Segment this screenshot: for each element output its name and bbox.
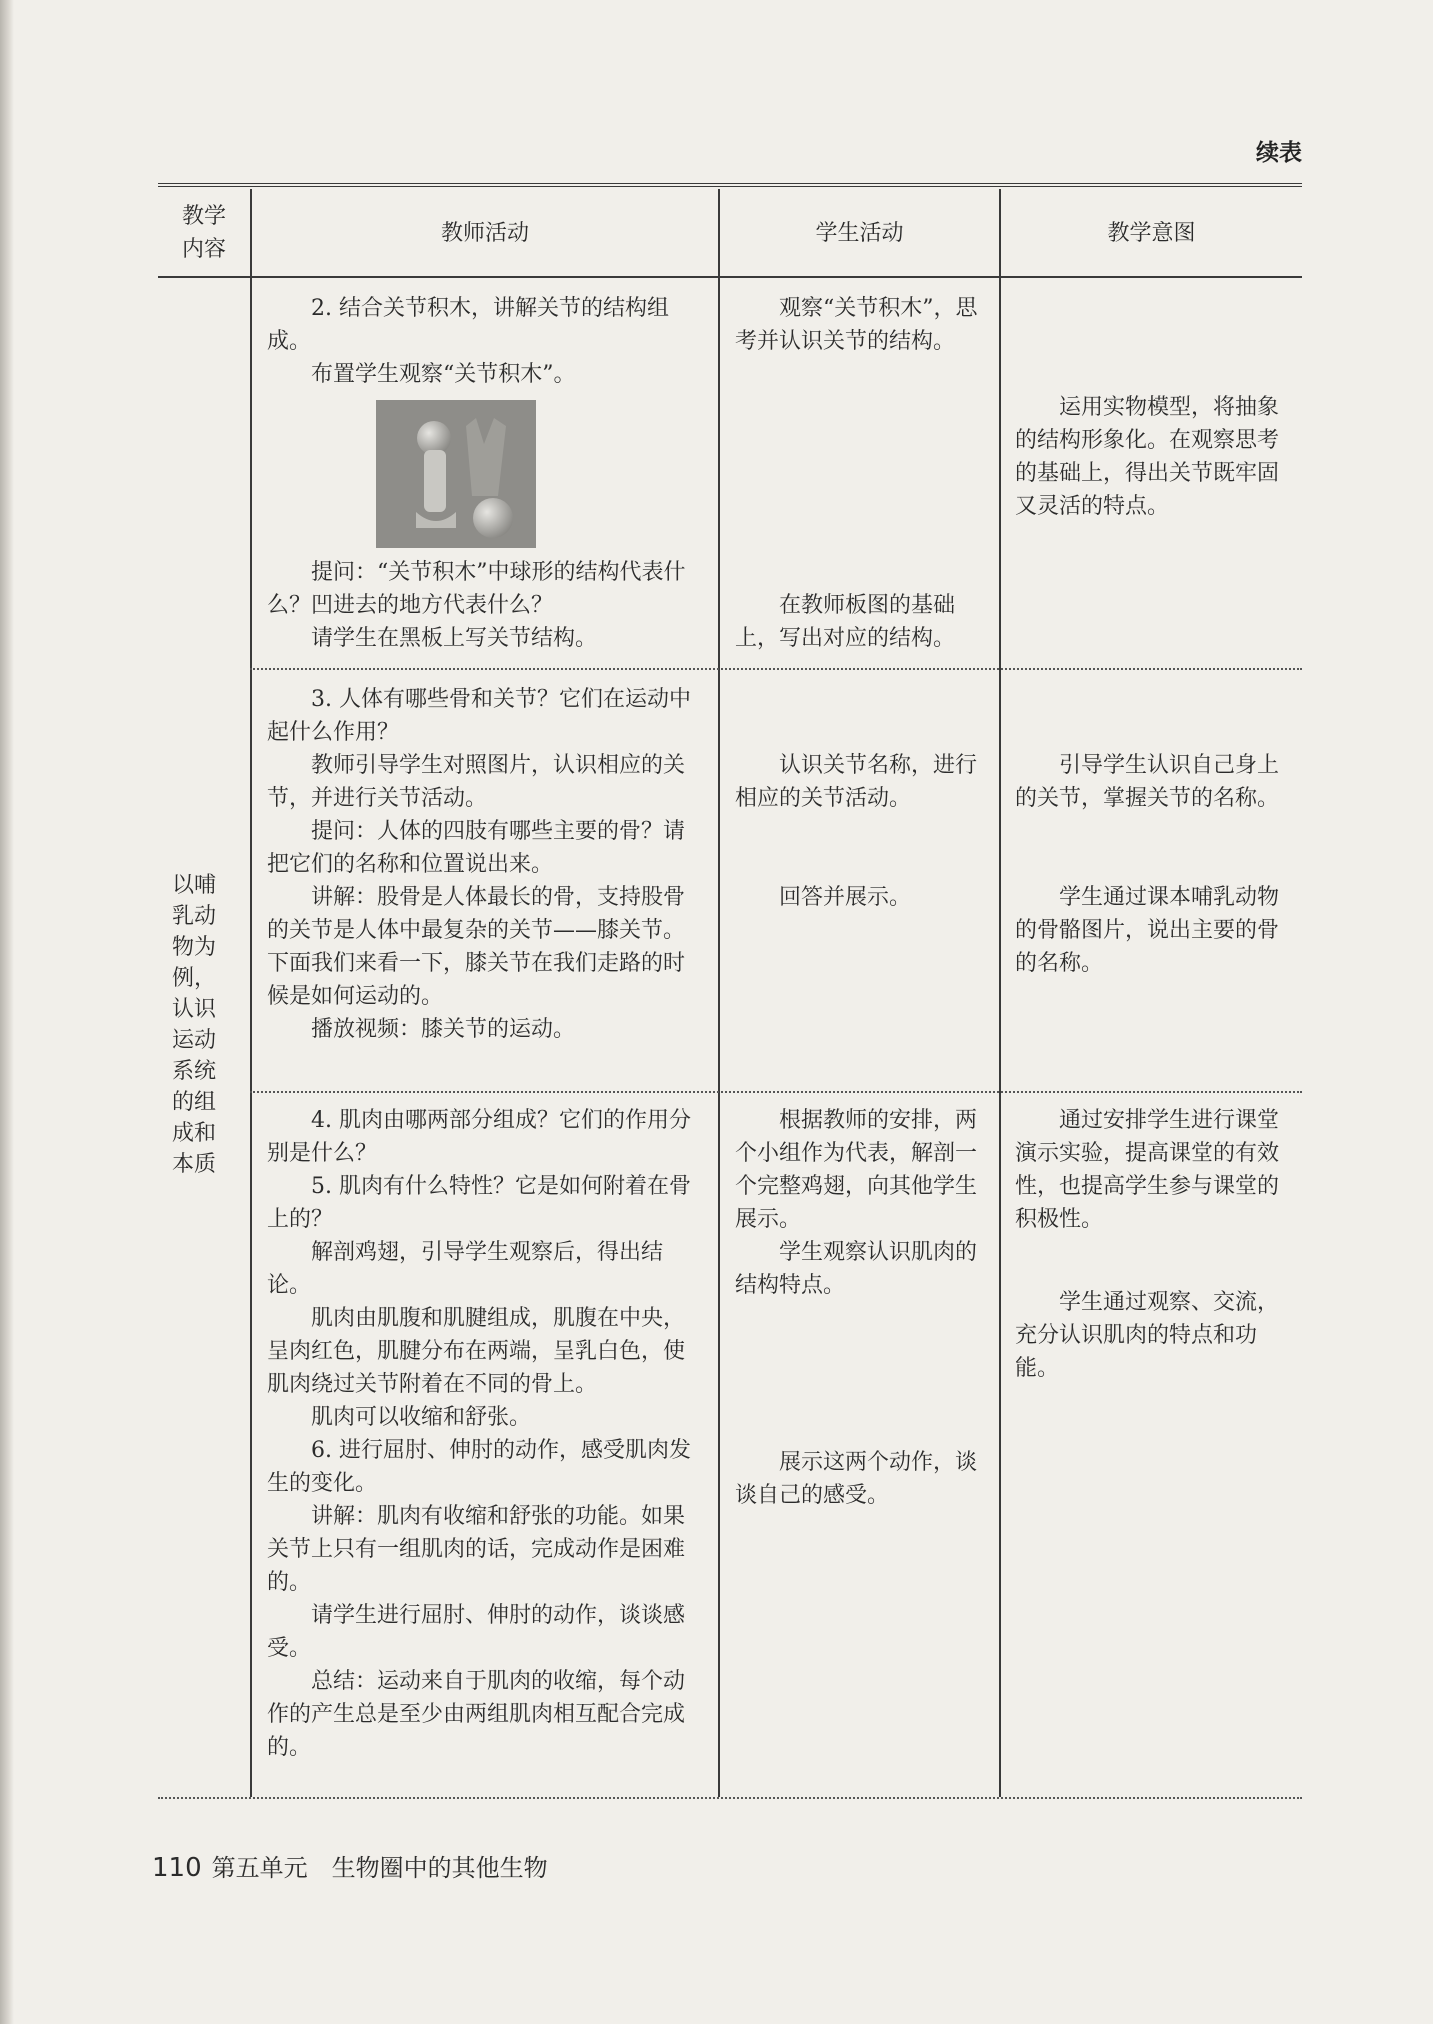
header-teaching-content: 教学 内容 [181, 204, 226, 262]
table-header-rule [158, 276, 1302, 278]
column-divider [718, 189, 720, 1797]
row-separator [250, 668, 1302, 670]
teacher-text: 教师引导学生对照图片，认识相应的关节，并进行关节活动。 [267, 753, 686, 811]
continued-label: 续表 [1256, 140, 1302, 166]
teacher-text: 请学生在黑板上写关节结构。 [311, 626, 598, 651]
teacher-text: 肌肉可以收缩和舒张。 [311, 1405, 532, 1430]
header-student-activity: 学生活动 [815, 220, 904, 246]
teacher-text: 播放视频：膝关节的运动。 [311, 1017, 576, 1042]
teaching-intent-cell [1015, 1104, 1287, 1236]
page-number: 110 [152, 1853, 202, 1883]
teacher-text: 请学生进行屈肘、伸肘的动作，谈谈感受。 [267, 1603, 686, 1661]
student-activity-cell [735, 881, 991, 914]
header-teaching-intent: 教学意图 [1107, 220, 1196, 246]
teacher-text: 肌肉由肌腹和肌腱组成，肌腹在中央，呈肉红色，肌腱分布在两端，呈乳白色，使肌肉绕过关节附着在不同的骨上。 [267, 1306, 686, 1397]
student-text: 学生观察认识肌肉的结构特点。 [735, 1240, 978, 1298]
header-teacher-activity: 教师活动 [440, 220, 529, 246]
teacher-activity-cell [267, 556, 704, 655]
student-text: 认识关节名称，进行相应的关节活动。 [735, 753, 978, 811]
teacher-summary: 总结：运动来自于肌肉的收缩，每个动作的产生总是至少由两组肌肉相互配合完成的。 [267, 1669, 686, 1760]
teacher-step-4: 4. 肌肉由哪两部分组成？它们的作用分别是什么？ [267, 1108, 691, 1166]
intent-text: 学生通过观察、交流，充分认识肌肉的特点和功能。 [1015, 1290, 1280, 1381]
teacher-activity-cell [267, 683, 704, 1046]
column-divider [999, 189, 1001, 1797]
student-activity-cell [735, 749, 991, 815]
page-edge-shadow [0, 0, 14, 2024]
unit-title: 生物圈中的其他生物 [331, 1854, 548, 1882]
student-text: 观察“关节积木”，思考并认识关节的结构。 [735, 296, 978, 354]
student-activity-cell [735, 1446, 991, 1512]
teacher-step-6: 6. 进行屈肘、伸肘的动作，感受肌肉发生的变化。 [267, 1438, 691, 1496]
student-text: 根据教师的安排，两个小组作为代表，解剖一个完整鸡翅，向其他学生展示。 [735, 1108, 978, 1232]
teaching-intent-cell [1015, 391, 1287, 523]
teacher-activity-cell [267, 1104, 704, 1764]
row-separator [250, 1091, 1302, 1093]
page-footer [152, 1848, 548, 1883]
teaching-intent-cell [1015, 881, 1287, 980]
student-activity-cell [735, 1104, 991, 1302]
teacher-text: 解剖鸡翅，引导学生观察后，得出结论。 [267, 1240, 664, 1298]
table-top-rule [158, 183, 1302, 187]
unit-label: 第五单元 [211, 1854, 308, 1882]
teacher-question: 提问：人体的四肢有哪些主要的骨？请把它们的名称和位置说出来。 [267, 819, 686, 877]
table-bottom-rule [158, 1797, 1302, 1799]
student-activity-cell [735, 292, 991, 358]
intent-text: 运用实物模型，将抽象的结构形象化。在观察思考的基础上，得出关节既牢固又灵活的特点。 [1015, 395, 1280, 519]
intent-text: 通过安排学生进行课堂演示实验，提高课堂的有效性，也提高学生参与课堂的积极性。 [1015, 1108, 1280, 1232]
teacher-activity-cell [267, 292, 704, 391]
teacher-text: 布置学生观察“关节积木”。 [311, 362, 576, 387]
intent-text: 学生通过课本哺乳动物的骨骼图片，说出主要的骨的名称。 [1015, 885, 1280, 976]
student-text: 在教师板图的基础上，写出对应的结构。 [735, 593, 956, 651]
teacher-question: 提问：“关节积木”中球形的结构代表什么？凹进去的地方代表什么？ [267, 560, 686, 618]
teaching-intent-cell [1015, 1286, 1287, 1385]
student-activity-cell [735, 589, 991, 655]
student-text: 回答并展示。 [779, 885, 912, 910]
teacher-step-5: 5. 肌肉有什么特性？它是如何附着在骨上的？ [267, 1174, 691, 1232]
teacher-step-2: 2. 结合关节积木，讲解关节的结构组成。 [267, 296, 669, 354]
teaching-intent-cell [1015, 749, 1287, 815]
student-text: 展示这两个动作，谈谈自己的感受。 [735, 1450, 978, 1508]
intent-text: 引导学生认识自己身上的关节，掌握关节的名称。 [1015, 753, 1280, 811]
teacher-step-3: 3. 人体有哪些骨和关节？它们在运动中起什么作用？ [267, 687, 691, 745]
topic-cell: 以哺乳动物为例，认识运动系统的组成和本质 [172, 873, 217, 1177]
joint-block-photo [376, 400, 536, 548]
teacher-explanation: 讲解：股骨是人体最长的骨，支持股骨的关节是人体中最复杂的关节——膝关节。下面我们来看一下，膝关节在我们走路的时候是如何运动的。 [267, 885, 686, 1009]
teacher-explanation: 讲解：肌肉有收缩和舒张的功能。如果关节上只有一组肌肉的话，完成动作是困难的。 [267, 1504, 686, 1595]
column-divider [250, 189, 252, 1797]
